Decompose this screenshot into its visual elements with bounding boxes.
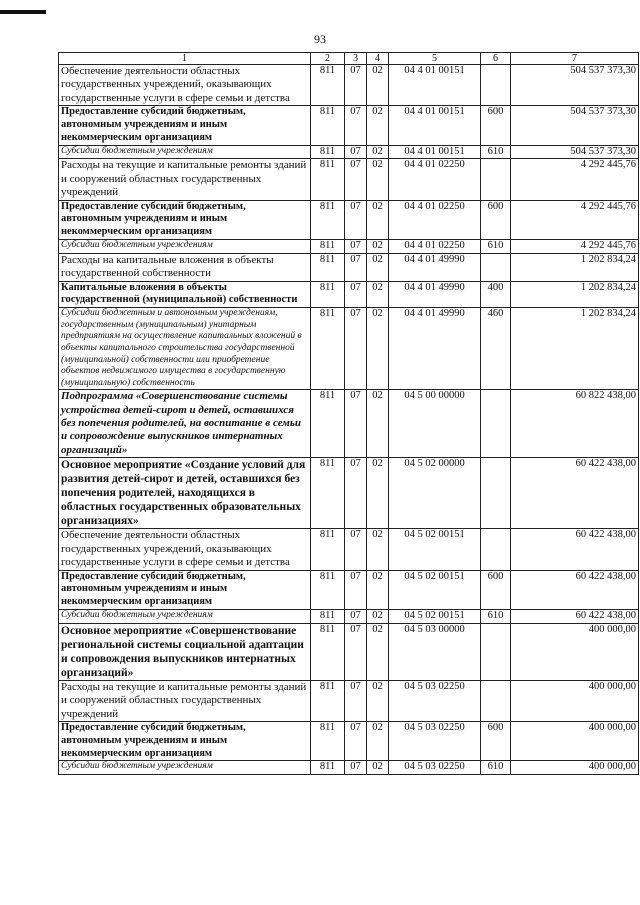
scan-edge-mark [0, 10, 46, 14]
cell-name: Субсидии бюджетным учреждениям [59, 609, 311, 623]
table-row [59, 680, 639, 721]
cell-ministry-code: 811 [311, 253, 345, 281]
cell-subsection: 02 [367, 281, 389, 308]
cell-expense-type: 600 [481, 570, 511, 609]
cell-name: Субсидии бюджетным учреждениям [59, 240, 311, 254]
cell-target-article: 04 5 03 02250 [389, 722, 481, 761]
cell-subsection: 02 [367, 680, 389, 721]
cell-amount: 400 000,00 [511, 623, 639, 680]
cell-section: 07 [345, 281, 367, 308]
cell-subsection: 02 [367, 623, 389, 680]
header-cell: 6 [481, 53, 511, 65]
table-row [59, 145, 639, 159]
cell-target-article: 04 4 01 02250 [389, 159, 481, 200]
cell-ministry-code: 811 [311, 240, 345, 254]
cell-expense-type: 600 [481, 722, 511, 761]
cell-expense-type [481, 390, 511, 458]
cell-amount: 504 537 373,30 [511, 145, 639, 159]
cell-ministry-code: 811 [311, 722, 345, 761]
cell-ministry-code: 811 [311, 281, 345, 308]
cell-expense-type [481, 529, 511, 570]
cell-target-article: 04 5 03 00000 [389, 623, 481, 680]
cell-section: 07 [345, 253, 367, 281]
cell-ministry-code: 811 [311, 609, 345, 623]
cell-name: Расходы на текущие и капитальные ремонты зданий и сооружений областных государственных учреждений [59, 159, 311, 200]
cell-expense-type [481, 458, 511, 529]
cell-target-article: 04 4 01 49990 [389, 308, 481, 390]
cell-expense-type: 600 [481, 106, 511, 145]
cell-amount: 60 422 438,00 [511, 570, 639, 609]
table-row [59, 65, 639, 106]
cell-target-article: 04 4 01 49990 [389, 253, 481, 281]
table-row [59, 390, 639, 458]
cell-ministry-code: 811 [311, 65, 345, 106]
cell-amount: 400 000,00 [511, 680, 639, 721]
cell-section: 07 [345, 106, 367, 145]
cell-target-article: 04 5 03 02250 [389, 680, 481, 721]
cell-target-article: 04 4 01 49990 [389, 281, 481, 308]
table-row [59, 281, 639, 308]
table-row [59, 609, 639, 623]
cell-section: 07 [345, 680, 367, 721]
cell-subsection: 02 [367, 609, 389, 623]
cell-target-article: 04 5 02 00151 [389, 529, 481, 570]
cell-section: 07 [345, 390, 367, 458]
cell-target-article: 04 5 02 00151 [389, 570, 481, 609]
cell-expense-type: 460 [481, 308, 511, 390]
cell-target-article: 04 4 01 00151 [389, 65, 481, 106]
header-row [59, 53, 639, 65]
table-row [59, 106, 639, 145]
cell-ministry-code: 811 [311, 145, 345, 159]
cell-ministry-code: 811 [311, 200, 345, 239]
budget-table [58, 52, 639, 775]
cell-ministry-code: 811 [311, 159, 345, 200]
table-row [59, 308, 639, 390]
cell-ministry-code: 811 [311, 680, 345, 721]
cell-name: Субсидии бюджетным и автономным учреждениям, государственным (муниципальным) унитарным предприятиям на осуществление капитальных вложений в объекты капитального строительства государственной (муниципальной) собственности или приобретение объектов недвижимого имущества в государственную (муниципальную) собственность [59, 308, 311, 390]
cell-amount: 4 292 445,76 [511, 240, 639, 254]
cell-amount: 4 292 445,76 [511, 200, 639, 239]
cell-target-article: 04 5 02 00151 [389, 609, 481, 623]
cell-subsection: 02 [367, 529, 389, 570]
cell-expense-type [481, 65, 511, 106]
cell-amount: 60 422 438,00 [511, 458, 639, 529]
header-cell: 7 [511, 53, 639, 65]
cell-expense-type: 400 [481, 281, 511, 308]
cell-section: 07 [345, 240, 367, 254]
cell-ministry-code: 811 [311, 570, 345, 609]
header-cell: 3 [345, 53, 367, 65]
page-number: 93 [314, 32, 326, 46]
cell-section: 07 [345, 145, 367, 159]
table-row [59, 458, 639, 529]
cell-subsection: 02 [367, 458, 389, 529]
cell-ministry-code: 811 [311, 106, 345, 145]
cell-ministry-code: 811 [311, 761, 345, 775]
cell-name: Предоставление субсидий бюджетным, автономным учреждениям и иным некоммерческим организациям [59, 722, 311, 761]
cell-target-article: 04 5 02 00000 [389, 458, 481, 529]
cell-subsection: 02 [367, 761, 389, 775]
cell-subsection: 02 [367, 145, 389, 159]
cell-subsection: 02 [367, 253, 389, 281]
cell-target-article: 04 4 01 02250 [389, 240, 481, 254]
cell-target-article: 04 4 01 00151 [389, 145, 481, 159]
cell-expense-type: 610 [481, 761, 511, 775]
cell-target-article: 04 4 01 00151 [389, 106, 481, 145]
cell-expense-type: 610 [481, 145, 511, 159]
cell-subsection: 02 [367, 570, 389, 609]
cell-section: 07 [345, 623, 367, 680]
table-row [59, 529, 639, 570]
cell-amount: 60 422 438,00 [511, 529, 639, 570]
cell-amount: 504 537 373,30 [511, 106, 639, 145]
cell-target-article: 04 5 03 02250 [389, 761, 481, 775]
cell-ministry-code: 811 [311, 623, 345, 680]
cell-name: Субсидии бюджетным учреждениям [59, 761, 311, 775]
table-row [59, 200, 639, 239]
header-cell: 4 [367, 53, 389, 65]
cell-section: 07 [345, 609, 367, 623]
table-row [59, 623, 639, 680]
cell-section: 07 [345, 308, 367, 390]
cell-amount: 4 292 445,76 [511, 159, 639, 200]
cell-expense-type [481, 159, 511, 200]
cell-section: 07 [345, 722, 367, 761]
table-row [59, 570, 639, 609]
cell-section: 07 [345, 200, 367, 239]
table-row [59, 722, 639, 761]
cell-amount: 1 202 834,24 [511, 253, 639, 281]
table-row [59, 761, 639, 775]
cell-amount: 400 000,00 [511, 722, 639, 761]
cell-name: Субсидии бюджетным учреждениям [59, 145, 311, 159]
cell-expense-type [481, 623, 511, 680]
cell-name: Расходы на текущие и капитальные ремонты зданий и сооружений областных государственных учреждений [59, 680, 311, 721]
cell-expense-type: 610 [481, 609, 511, 623]
cell-amount: 1 202 834,24 [511, 308, 639, 390]
cell-section: 07 [345, 65, 367, 106]
cell-expense-type [481, 680, 511, 721]
cell-subsection: 02 [367, 722, 389, 761]
cell-section: 07 [345, 570, 367, 609]
header-cell: 2 [311, 53, 345, 65]
cell-subsection: 02 [367, 390, 389, 458]
cell-expense-type: 610 [481, 240, 511, 254]
cell-amount: 60 822 438,00 [511, 390, 639, 458]
cell-subsection: 02 [367, 159, 389, 200]
header-cell: 5 [389, 53, 481, 65]
cell-subsection: 02 [367, 308, 389, 390]
table-row [59, 159, 639, 200]
cell-name: Капитальные вложения в объекты государственной (муниципальной) собственности [59, 281, 311, 308]
header-cell: 1 [59, 53, 311, 65]
cell-name: Предоставление субсидий бюджетным, автономным учреждениям и иным некоммерческим организациям [59, 200, 311, 239]
cell-name: Основное мероприятие «Создание условий для развития детей-сирот и детей, оставшихся без попечения родителей, находящихся в областных государственных образовательных организациях» [59, 458, 311, 529]
cell-target-article: 04 4 01 02250 [389, 200, 481, 239]
cell-section: 07 [345, 529, 367, 570]
cell-ministry-code: 811 [311, 529, 345, 570]
cell-name: Обеспечение деятельности областных государственных учреждений, оказывающих государственные услуги в сфере семьи и детства [59, 529, 311, 570]
cell-ministry-code: 811 [311, 308, 345, 390]
cell-subsection: 02 [367, 106, 389, 145]
cell-expense-type [481, 253, 511, 281]
cell-amount: 60 422 438,00 [511, 609, 639, 623]
cell-section: 07 [345, 159, 367, 200]
cell-subsection: 02 [367, 240, 389, 254]
cell-name: Предоставление субсидий бюджетным, автономным учреждениям и иным некоммерческим организациям [59, 570, 311, 609]
cell-amount: 504 537 373,30 [511, 65, 639, 106]
cell-subsection: 02 [367, 200, 389, 239]
cell-ministry-code: 811 [311, 390, 345, 458]
cell-section: 07 [345, 458, 367, 529]
cell-name: Предоставление субсидий бюджетным, автономным учреждениям и иным некоммерческим организациям [59, 106, 311, 145]
cell-amount: 1 202 834,24 [511, 281, 639, 308]
cell-amount: 400 000,00 [511, 761, 639, 775]
cell-name: Основное мероприятие «Совершенствование региональной системы социальной адаптации и сопровождения выпускников интернатных организаций» [59, 623, 311, 680]
cell-name: Подпрограмма «Совершенствование системы устройства детей-сирот и детей, оставшихся без попечения родителей, на воспитание в семьи и сопровождение выпускников интернатных организаций» [59, 390, 311, 458]
cell-subsection: 02 [367, 65, 389, 106]
cell-name: Расходы на капитальные вложения в объекты государственной собственности [59, 253, 311, 281]
table-row [59, 253, 639, 281]
table-row [59, 240, 639, 254]
cell-section: 07 [345, 761, 367, 775]
cell-ministry-code: 811 [311, 458, 345, 529]
cell-target-article: 04 5 00 00000 [389, 390, 481, 458]
cell-expense-type: 600 [481, 200, 511, 239]
cell-name: Обеспечение деятельности областных государственных учреждений, оказывающих государственные услуги в сфере семьи и детства [59, 65, 311, 106]
